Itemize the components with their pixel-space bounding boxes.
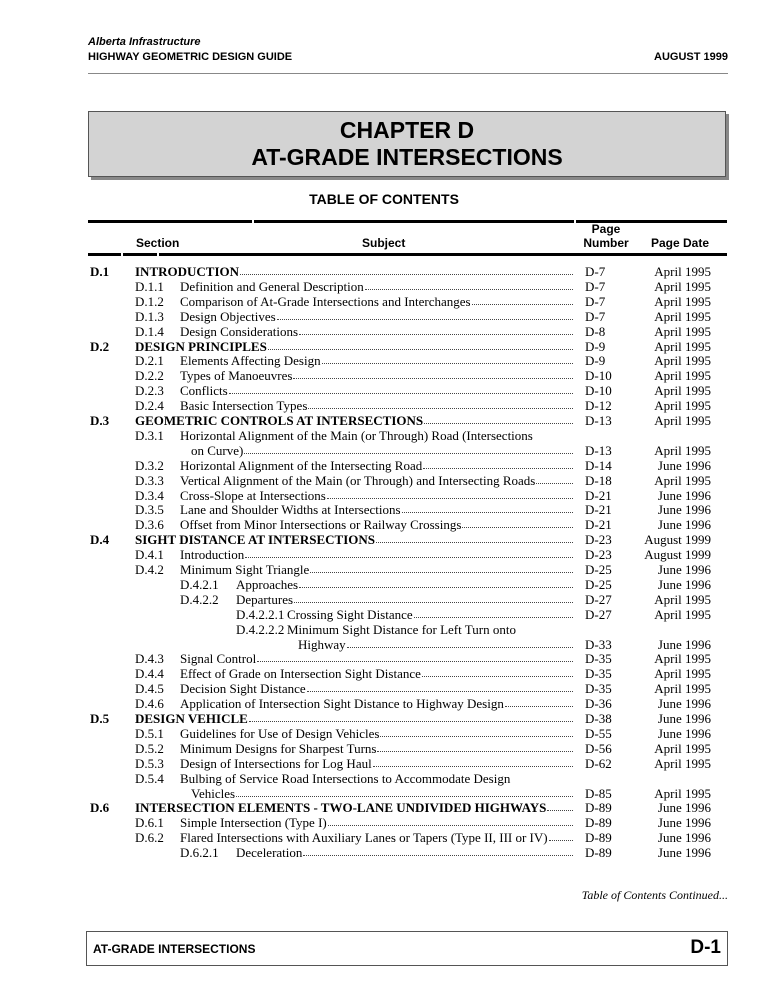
entry-title-line <box>180 353 573 368</box>
table-rule <box>123 253 157 256</box>
entry-page-date: April 1995 <box>654 278 711 294</box>
entry-page-date: June 1996 <box>657 725 711 741</box>
entry-title-text: Design Objectives <box>180 308 276 324</box>
header-rule <box>88 73 728 74</box>
footer-box <box>86 931 728 966</box>
dot-leader <box>422 666 573 677</box>
entry-page-date: April 1995 <box>654 353 711 369</box>
entry-page-number: D-23 <box>585 547 612 563</box>
entry-title-line <box>180 756 573 771</box>
entry-number: D.3.1 <box>135 427 164 443</box>
entry-title-text: DESIGN PRINCIPLES <box>135 338 267 354</box>
entry-title-text: Application of Intersection Sight Distance to Highway Design <box>180 696 504 712</box>
dot-leader <box>240 264 573 275</box>
entry-title-text: Simple Intersection (Type I) <box>180 815 327 831</box>
dot-leader <box>245 547 573 558</box>
entry-page-number: D-89 <box>585 800 612 816</box>
dot-leader <box>268 339 573 350</box>
entry-title-text: INTERSECTION ELEMENTS - TWO-LANE UNDIVIDED HIGHWAYS <box>135 800 547 816</box>
table-rule <box>159 253 727 256</box>
dot-leader <box>376 532 573 543</box>
entry-page-number: D-12 <box>585 398 612 414</box>
dot-leader <box>549 830 573 841</box>
entry-number: D.2.1 <box>135 353 164 369</box>
entry-page-date: April 1995 <box>654 755 711 771</box>
entry-number: D.4.3 <box>135 651 164 667</box>
entry-page-date: April 1995 <box>654 666 711 682</box>
chapter-title: AT-GRADE INTERSECTIONS <box>251 144 563 170</box>
entry-title-line <box>180 726 573 741</box>
entry-page-number: D-21 <box>585 502 612 518</box>
entry-number: D.3 <box>90 413 110 428</box>
entry-page-date: April 1995 <box>654 472 711 488</box>
entry-title-line <box>180 666 573 681</box>
dot-leader <box>536 473 573 484</box>
entry-title-text: Elements Affecting Design <box>180 353 321 369</box>
entry-page-date: June 1996 <box>657 562 711 577</box>
column-header-page-date: Page Date <box>651 236 710 250</box>
entry-page-number: D-10 <box>585 368 612 384</box>
entry-number: D.5.3 <box>135 755 164 771</box>
entry-title-line <box>180 696 573 711</box>
entry-title-line <box>191 786 573 801</box>
entry-title-text: Minimum Sight Distance for Left Turn onto <box>287 621 516 637</box>
entry-page-date: June 1996 <box>657 636 711 652</box>
entry-title-text: Guidelines for Use of Design Vehicles <box>180 725 380 741</box>
entry-title-text: Definition and General Description <box>180 278 364 294</box>
entry-title-line <box>180 398 573 413</box>
header-guide-title: HIGHWAY GEOMETRIC DESIGN GUIDE <box>88 51 293 63</box>
entry-title-text: Design of Intersections for Log Haul <box>180 755 372 771</box>
dot-leader <box>310 562 573 573</box>
entry-page-number: D-13 <box>585 413 612 428</box>
entry-title-text: Cross-Slope at Intersections <box>180 487 326 503</box>
entry-page-number: D-13 <box>585 442 612 458</box>
entry-number: D.6.2 <box>135 830 164 846</box>
entry-title-text: Signal Control <box>180 651 257 667</box>
entry-page-number: D-9 <box>585 353 606 369</box>
dot-leader <box>414 607 573 618</box>
entry-page-number: D-85 <box>585 785 612 801</box>
entry-page-number: D-14 <box>585 457 612 473</box>
column-header-page-number <box>580 222 632 250</box>
table-rule <box>88 253 121 256</box>
entry-number: D.3.2 <box>135 457 164 473</box>
chapter-title-box <box>88 111 726 177</box>
column-header-subject: Subject <box>362 236 406 250</box>
entry-number: D.4.2.2 <box>180 591 219 607</box>
dot-leader <box>365 279 573 290</box>
entry-title-text: INTRODUCTION <box>135 264 240 279</box>
entry-title-text: Introduction <box>180 547 245 563</box>
entry-title-text: Departures <box>236 591 294 607</box>
column-header-page-number-line1: Page <box>591 222 621 236</box>
entry-number: D.4.1 <box>135 547 164 563</box>
entry-title-text: Basic Intersection Types <box>180 398 308 414</box>
dot-leader <box>299 324 573 335</box>
dot-leader <box>380 726 573 737</box>
entry-title-line <box>180 458 573 473</box>
entry-page-number: D-38 <box>585 711 612 726</box>
entry-number: D.4.6 <box>135 696 164 712</box>
entry-page-number: D-36 <box>585 696 612 712</box>
entry-number: D.5 <box>90 711 110 726</box>
entry-title-line <box>135 264 573 279</box>
entry-title-line <box>180 815 573 830</box>
entry-page-date: June 1996 <box>657 457 711 473</box>
entry-page-number: D-35 <box>585 651 612 667</box>
entry-number: D.1.3 <box>135 308 164 324</box>
entry-page-number: D-7 <box>585 308 606 324</box>
entry-title-text: Effect of Grade on Intersection Sight Distance <box>180 666 421 682</box>
entry-title-text: Offset from Minor Intersections or Railway Crossings <box>180 517 462 533</box>
entry-page-number: D-7 <box>585 264 606 279</box>
entry-title-text: Types of Manoeuvres <box>180 368 293 384</box>
entry-number: D.1.1 <box>135 278 164 294</box>
entry-page-date: April 1995 <box>654 323 711 339</box>
entry-title-line <box>180 547 573 562</box>
entry-page-number: D-89 <box>585 830 612 846</box>
entry-title-line <box>180 473 573 488</box>
entry-title-text: Flared Intersections with Auxiliary Lanes or Tapers (Type II, III or IV) <box>180 830 548 846</box>
entry-page-number: D-23 <box>585 532 612 548</box>
entry-title-text: SIGHT DISTANCE AT INTERSECTIONS <box>135 532 375 548</box>
entry-title-line <box>180 428 640 443</box>
entry-page-number: D-27 <box>585 591 612 607</box>
entry-page-date: June 1996 <box>657 845 711 861</box>
entry-page-number: D-89 <box>585 815 612 831</box>
entry-title-text: DESIGN VEHICLE <box>135 711 248 726</box>
entry-title-line <box>180 279 573 294</box>
entry-number: D.4.5 <box>135 681 164 697</box>
entry-title-text: on Curve) <box>191 442 244 458</box>
entry-number: D.3.5 <box>135 502 164 518</box>
entry-number: D.6.1 <box>135 815 164 831</box>
entry-page-date: April 1995 <box>654 606 711 622</box>
dot-leader <box>347 637 573 648</box>
entry-page-number: D-7 <box>585 278 606 294</box>
dot-leader <box>249 711 573 722</box>
entry-title-line <box>180 502 573 517</box>
entry-page-number: D-35 <box>585 666 612 682</box>
entry-number: D.3.6 <box>135 517 164 533</box>
entry-page-number: D-62 <box>585 755 612 771</box>
entry-title-line <box>236 592 573 607</box>
entry-page-date: August 1999 <box>644 532 711 548</box>
dot-leader <box>505 696 573 707</box>
entry-page-number: D-89 <box>585 845 612 861</box>
dot-leader <box>303 845 573 856</box>
entry-title-line <box>135 532 573 547</box>
dot-leader <box>229 383 573 394</box>
continued-note: Table of Contents Continued... <box>581 888 728 902</box>
entry-page-date: April 1995 <box>654 591 711 607</box>
entry-number: D.4 <box>90 532 110 548</box>
dot-leader <box>373 756 573 767</box>
entry-page-date: June 1996 <box>657 711 711 726</box>
entry-title-text: GEOMETRIC CONTROLS AT INTERSECTIONS <box>135 413 424 428</box>
entry-title-text: Vehicles <box>191 785 236 801</box>
entry-page-number: D-21 <box>585 517 612 533</box>
entry-title-text: Decision Sight Distance <box>180 681 306 697</box>
entry-title-text: Crossing Sight Distance <box>287 606 413 622</box>
entry-title-line <box>191 443 573 458</box>
entry-number: D.5.4 <box>135 770 164 786</box>
entry-number: D.5.2 <box>135 740 164 756</box>
entry-page-number: D-35 <box>585 681 612 697</box>
dot-leader <box>236 786 573 797</box>
entry-title-line <box>135 711 573 726</box>
entry-number: D.6 <box>90 800 110 816</box>
entry-title-line <box>180 309 573 324</box>
entry-title-line <box>135 339 573 354</box>
dot-leader <box>244 443 573 454</box>
entry-page-number: D-55 <box>585 725 612 741</box>
entry-page-date: June 1996 <box>657 487 711 503</box>
entry-title-line <box>180 562 573 577</box>
entry-title-line <box>236 845 573 860</box>
entry-title-text: Comparison of At-Grade Intersections and Interchanges <box>180 293 471 309</box>
entry-page-number: D-56 <box>585 740 612 756</box>
entry-page-date: June 1996 <box>657 576 711 592</box>
table-rule <box>254 220 574 223</box>
entry-page-number: D-21 <box>585 487 612 503</box>
entry-number: D.4.2.1 <box>180 576 219 592</box>
entry-title-line <box>180 771 640 786</box>
entry-page-date: April 1995 <box>654 383 711 399</box>
entry-page-date: April 1995 <box>654 398 711 414</box>
entry-title-line <box>298 637 573 652</box>
entry-title-line <box>135 413 573 428</box>
dot-leader <box>377 741 573 752</box>
entry-number: D.5.1 <box>135 725 164 741</box>
entry-number: D.3.4 <box>135 487 164 503</box>
entry-page-number: D-8 <box>585 323 606 339</box>
entry-number: D.2.4 <box>135 398 164 414</box>
column-header-page-number-line2: Number <box>583 236 629 250</box>
entry-page-date: April 1995 <box>654 651 711 667</box>
entry-number: D.4.2 <box>135 562 164 577</box>
dot-leader <box>322 353 573 364</box>
dot-leader <box>257 651 573 662</box>
dot-leader <box>293 368 573 379</box>
entry-title-line <box>287 622 747 637</box>
dot-leader <box>328 815 573 826</box>
entry-page-date: August 1999 <box>644 547 711 563</box>
entry-number: D.1 <box>90 264 110 279</box>
dot-leader <box>299 577 573 588</box>
entry-title-text: Minimum Sight Triangle <box>180 562 310 577</box>
entry-page-date: April 1995 <box>654 442 711 458</box>
entry-number: D.2.2 <box>135 368 164 384</box>
entry-number: D.1.4 <box>135 323 164 339</box>
dot-leader <box>423 458 573 469</box>
entry-page-date: June 1996 <box>657 815 711 831</box>
dot-leader <box>294 592 573 603</box>
entry-title-line <box>180 368 573 383</box>
entry-page-number: D-9 <box>585 338 606 354</box>
entry-page-date: June 1996 <box>657 517 711 533</box>
entry-page-date: June 1996 <box>657 502 711 518</box>
entry-page-date: June 1996 <box>657 696 711 712</box>
dot-leader <box>307 681 573 692</box>
entry-number: D.3.3 <box>135 472 164 488</box>
entry-page-date: April 1995 <box>654 368 711 384</box>
entry-page-number: D-18 <box>585 472 612 488</box>
dot-leader <box>308 398 573 409</box>
entry-title-line <box>180 681 573 696</box>
entry-title-line <box>135 800 573 815</box>
entry-title-line <box>180 488 573 503</box>
dot-leader <box>462 517 573 528</box>
entry-number: D.2 <box>90 338 110 354</box>
entry-title-line <box>180 517 573 532</box>
entry-title-line <box>180 324 573 339</box>
entry-page-date: April 1995 <box>654 264 711 279</box>
entry-page-number: D-7 <box>585 293 606 309</box>
entry-page-number: D-10 <box>585 383 612 399</box>
entry-title-text: Design Considerations <box>180 323 299 339</box>
entry-page-date: June 1996 <box>657 830 711 846</box>
entry-title-line <box>287 607 573 622</box>
dot-leader <box>424 413 573 424</box>
table-rule <box>88 220 252 223</box>
entry-title-line <box>180 830 573 845</box>
entry-number: D.2.3 <box>135 383 164 399</box>
entry-title-line <box>180 294 573 309</box>
dot-leader <box>547 800 573 811</box>
entry-title-text: Conflicts <box>180 383 228 399</box>
entry-title-line <box>180 383 573 398</box>
entry-page-number: D-33 <box>585 636 612 652</box>
column-header-section: Section <box>136 236 180 250</box>
entry-page-date: April 1995 <box>654 681 711 697</box>
entry-number: D.6.2.1 <box>180 845 219 861</box>
entry-page-date: April 1995 <box>654 785 711 801</box>
entry-title-text: Minimum Designs for Sharpest Turns <box>180 740 377 756</box>
entry-title-line <box>180 741 573 756</box>
entry-page-date: April 1995 <box>654 740 711 756</box>
footer-page-number: D-1 <box>690 937 721 958</box>
entry-title-line <box>236 577 573 592</box>
dot-leader <box>327 488 573 499</box>
entry-page-number: D-27 <box>585 606 612 622</box>
dot-leader <box>472 294 573 305</box>
entry-title-text: Horizontal Alignment of the Main (or Through) Road (Intersections <box>180 427 533 443</box>
entry-page-number: D-25 <box>585 562 612 577</box>
entry-number: D.4.2.2.2 <box>236 621 285 637</box>
toc-heading: TABLE OF CONTENTS <box>309 191 459 207</box>
entry-number: D.4.2.2.1 <box>236 606 285 622</box>
entry-title-text: Highway <box>298 636 346 652</box>
entry-title-line <box>180 651 573 666</box>
entry-title-text: Lane and Shoulder Widths at Intersections <box>180 502 401 518</box>
entry-page-date: April 1995 <box>654 413 711 428</box>
entry-page-number: D-25 <box>585 576 612 592</box>
entry-title-text: Bulbing of Service Road Intersections to Accommodate Design <box>180 770 511 786</box>
entry-page-date: June 1996 <box>657 800 711 816</box>
entry-title-text: Horizontal Alignment of the Intersecting Road <box>180 457 423 473</box>
entry-title-text: Vertical Alignment of the Main (or Through) and Intersecting Roads <box>180 472 536 488</box>
entry-page-date: April 1995 <box>654 338 711 354</box>
dot-leader <box>277 309 573 320</box>
entry-number: D.1.2 <box>135 293 164 309</box>
header-organization: Alberta Infrastructure <box>88 36 201 48</box>
footer-chapter: AT-GRADE INTERSECTIONS <box>93 942 256 956</box>
entry-page-date: April 1995 <box>654 308 711 324</box>
entry-title-text: Approaches <box>236 576 299 592</box>
chapter-number: CHAPTER D <box>339 117 475 143</box>
entry-page-date: April 1995 <box>654 293 711 309</box>
header-date: AUGUST 1999 <box>654 51 728 63</box>
entry-title-text: Deceleration <box>236 845 303 861</box>
dot-leader <box>402 502 573 513</box>
entry-number: D.4.4 <box>135 666 164 682</box>
